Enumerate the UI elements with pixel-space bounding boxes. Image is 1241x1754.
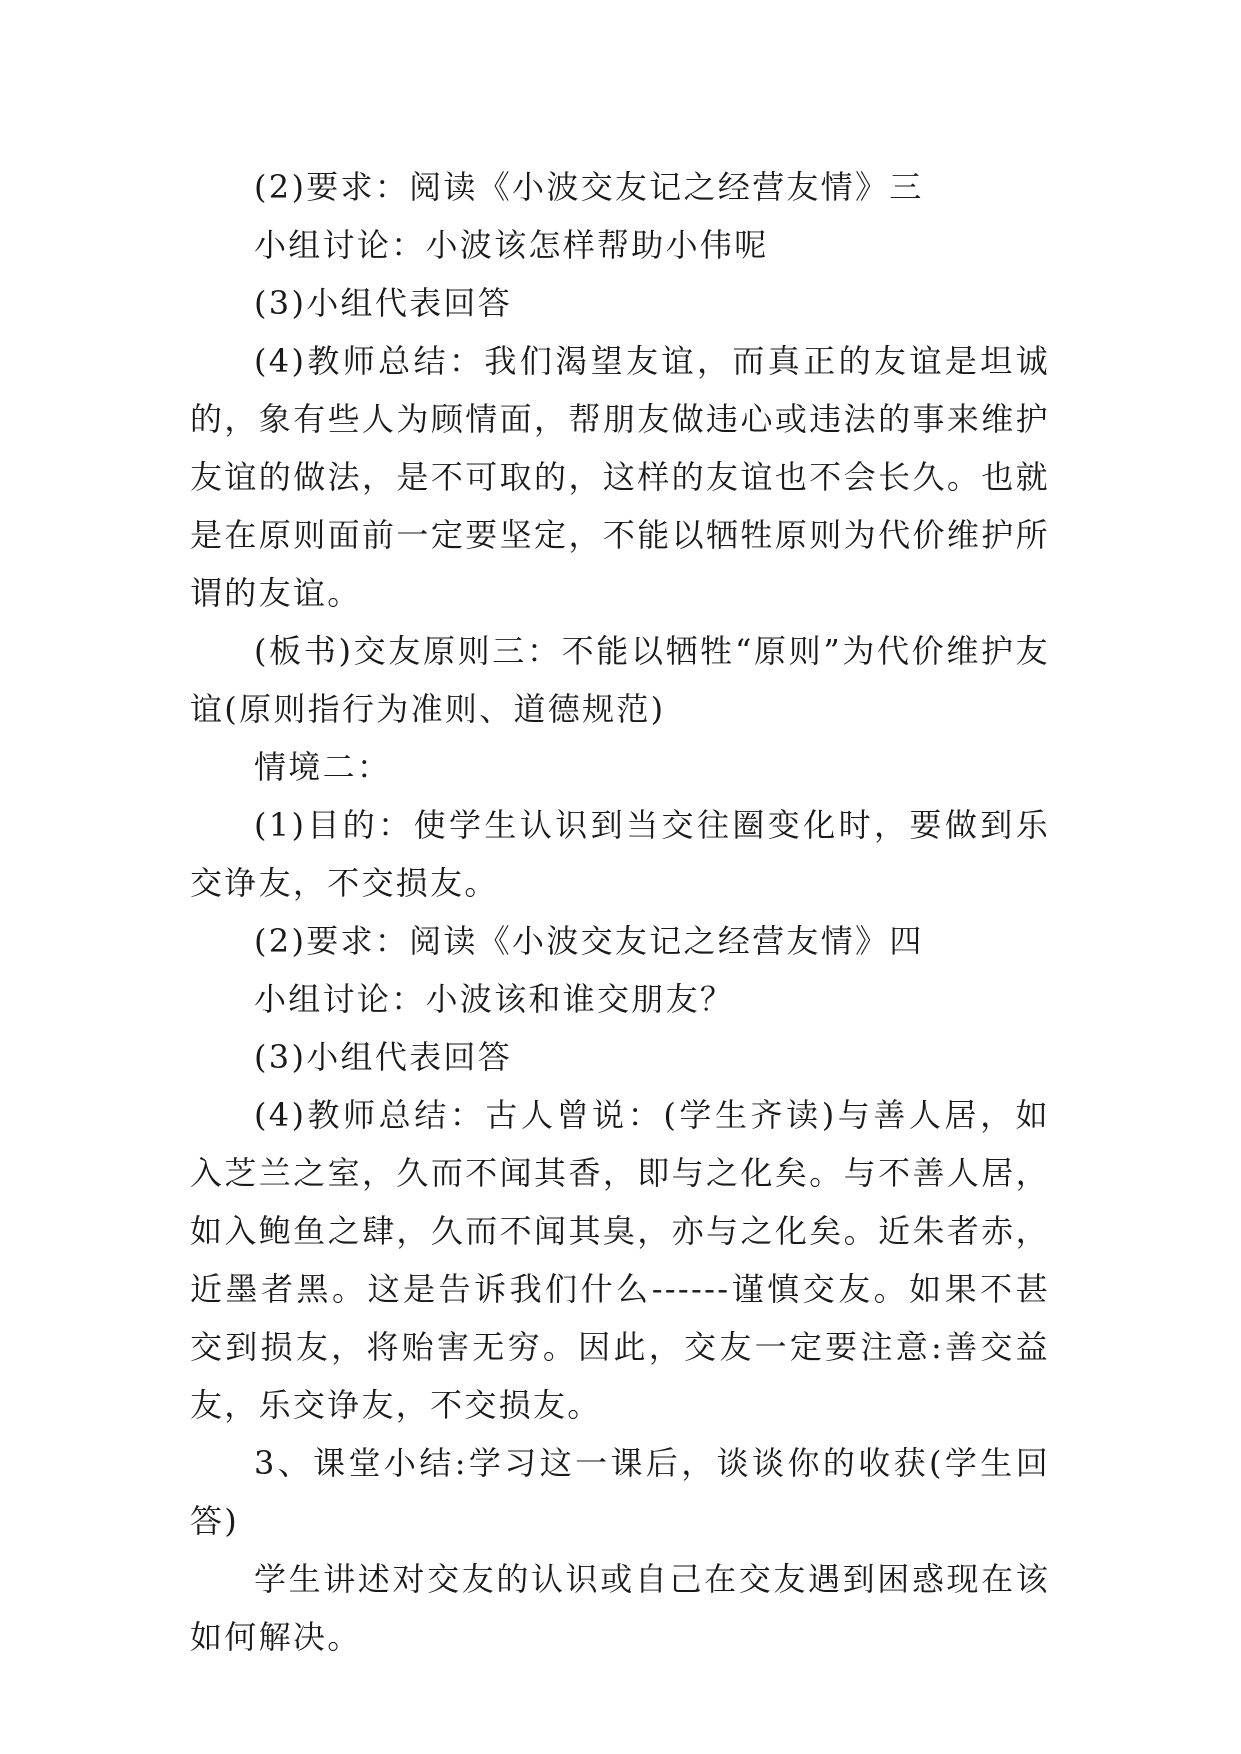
paragraph-discussion-2: 小组讨论：小波该和谁交朋友？: [254, 980, 735, 1018]
paragraph-purpose: (1)目的：使学生认识到当交往圈变化时，要做到乐交诤友，不交损友。: [190, 806, 1050, 902]
document-body: [190, 158, 1050, 1666]
paragraph-requirement-4: (2)要求：阅读《小波交友记之经营友情》四: [254, 922, 924, 960]
paragraph-student-reflection: 学生讲述对交友的认识或自己在交友遇到困惑现在该如何解决。: [190, 1560, 1050, 1656]
paragraph-class-summary: 3、课堂小结:学习这一课后，谈谈你的收获(学生回答): [190, 1444, 1050, 1540]
paragraph-teacher-summary-2: (4)教师总结：古人曾说：(学生齐读)与善人居，如入芝兰之室，久而不闻其香，即与之化矣。与不善人居，如入鲍鱼之肆，久而不闻其臭，亦与之化矣。近朱者赤，近墨者黑。这是告诉我们什么------谨慎交友。如果不甚交到损友，将贻害无穷。因此，交友一定要注意:善交益友，乐交诤友，不交损友。: [190, 1096, 1050, 1424]
paragraph-scenario-2-heading: 情境二：: [254, 748, 392, 786]
paragraph-requirement-3: (2)要求：阅读《小波交友记之经营友情》三: [254, 168, 924, 206]
paragraph-teacher-summary-1: (4)教师总结：我们渴望友谊，而真正的友谊是坦诚的，象有些人为顾情面，帮朋友做违心或违法的事来维护友谊的做法，是不可取的，这样的友谊也不会长久。也就是在原则面前一定要坚定，不能以牺牲原则为代价维护所谓的友谊。: [190, 342, 1050, 612]
paragraph-group-answer-2: (3)小组代表回答: [254, 1038, 513, 1076]
paragraph-blackboard-principle-3: (板书)交友原则三：不能以牺牲“原则”为代价维护友谊(原则指行为准则、道德规范): [190, 632, 1050, 728]
paragraph-group-answer-1: (3)小组代表回答: [254, 284, 513, 322]
paragraph-discussion-1: 小组讨论：小波该怎样帮助小伟呢: [254, 226, 769, 264]
